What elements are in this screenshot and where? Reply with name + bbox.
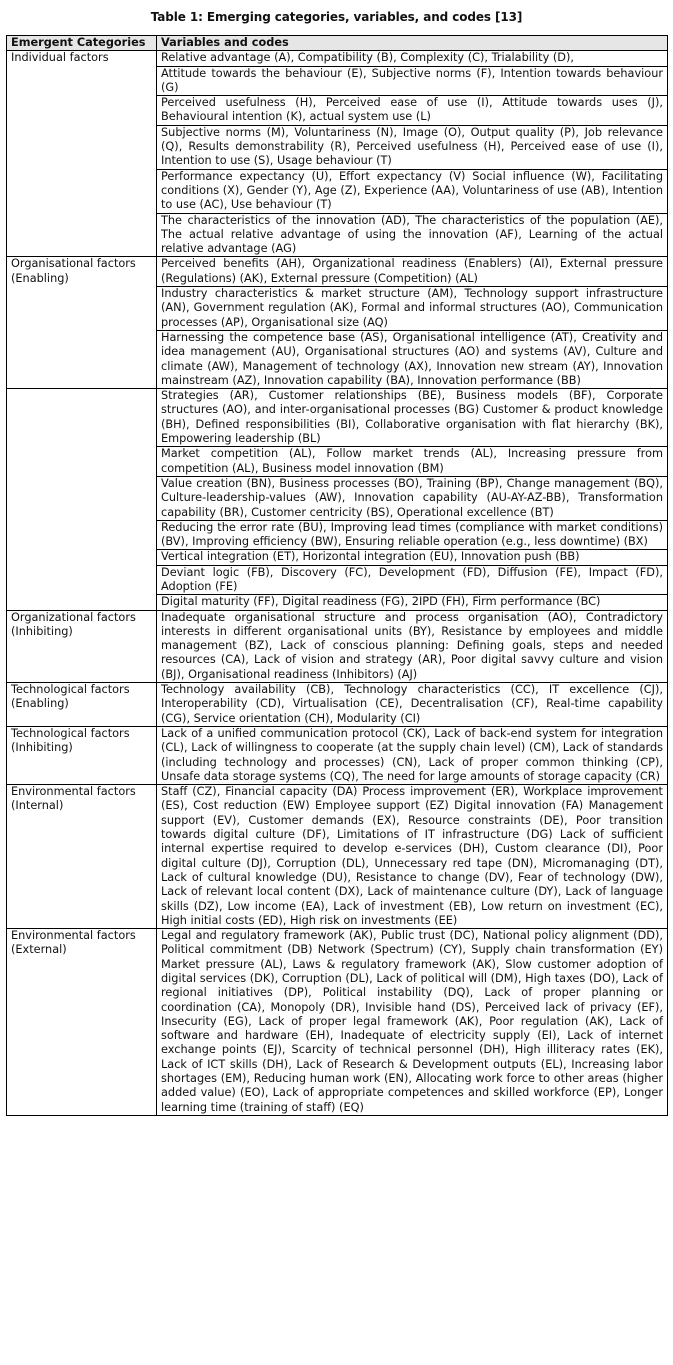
category-cell: Technological factors (Inhibiting): [7, 726, 157, 784]
category-cell: Organizational factors (Inhibiting): [7, 610, 157, 682]
table-row: [7, 726, 668, 784]
category-cell: [7, 389, 157, 610]
variables-cell: Attitude towards the behaviour (E), Subjective norms (F), Intention towards behaviour (G): [157, 66, 668, 96]
header-emergent-categories: Emergent Categories: [7, 36, 157, 51]
table-body: [7, 51, 668, 1116]
variables-cell: Relative advantage (A), Compatibility (B), Complexity (C), Trialability (D),: [157, 51, 668, 66]
variables-cell: Value creation (BN), Business processes (BO), Training (BP), Change management (BQ), Culture-leadership-values (AW), Innovation capability (AU-AY-AZ-BB), Transformation capability (BR), Customer centricity (BS), Operational excellence (BT): [157, 476, 668, 520]
variables-cell: Vertical integration (ET), Horizontal integration (EU), Innovation push (BB): [157, 550, 668, 565]
category-cell: Technological factors (Enabling): [7, 683, 157, 727]
table-row: [7, 683, 668, 727]
variables-cell: Perceived benefits (AH), Organizational readiness (Enablers) (AI), External pressure (Regulations) (AK), External pressure (Competition) (AL): [157, 257, 668, 287]
table-row: [7, 51, 668, 66]
variables-cell: The characteristics of the innovation (AD), The characteristics of the population (AE), The actual relative advantage of using the innovation (AF), Learning of the actual relative advantage (AG): [157, 213, 668, 257]
category-cell: Environmental factors (External): [7, 929, 157, 1116]
variables-cell: Industry characteristics & market structure (AM), Technology support infrastructure (AN), Government regulation (AK), Formal and informal structures (AO), Communication processes (AP), Organisational size (AQ): [157, 287, 668, 331]
table-row: [7, 389, 668, 447]
variables-cell: Staff (CZ), Financial capacity (DA) Process improvement (ER), Workplace improvement (ES), Cost reduction (EW) Employee support (EZ) Digital innovation (FA) Management support (EV), Customer demands (EX), Resource constraints (DE), Poor transition towards digital culture (DF), Limitations of IT infrastructure (DG) Lack of sufficient internal expertise required to develop e-services (DH), Custom clearance (DI), Poor digital culture (DJ), Corruption (DL), Unnecessary red tape (DN), Micromanaging (DT), Lack of cultural knowledge (DU), Resistance to change (DV), Fear of technology (DW), Lack of relevant local content (DX), Lack of maintenance culture (DY), Lack of language skills (DZ), Low income (EA), Lack of investment (EB), Low return on investment (EC), High initial costs (ED), High risk on investments (EE): [157, 785, 668, 929]
table-row: [7, 257, 668, 287]
variables-cell: Harnessing the competence base (AS), Organisational intelligence (AT), Creativity and idea management (AU), Organisational structures (AO) and systems (AV), Culture and climate (AW), Management of technology (AX), Innovation new stream (AY), Innovation mainstream (AZ), Innovation capability (BA), Innovation performance (BB): [157, 330, 668, 388]
variables-cell: Reducing the error rate (BU), Improving lead times (compliance with market conditions) (BV), Improving efficiency (BW), Ensuring reliable operation (e.g., less downtime) (BX): [157, 520, 668, 550]
category-cell: Individual factors: [7, 51, 157, 257]
variables-cell: Deviant logic (FB), Discovery (FC), Development (FD), Diffusion (FE), Impact (FD), Adoption (FE): [157, 565, 668, 595]
category-cell: Environmental factors (Internal): [7, 785, 157, 929]
variables-cell: Market competition (AL), Follow market trends (AL), Increasing pressure from competition (AL), Business model innovation (BM): [157, 447, 668, 477]
header-variables-and-codes: Variables and codes: [157, 36, 668, 51]
table-row: [7, 785, 668, 929]
variables-cell: Performance expectancy (U), Effort expectancy (V) Social influence (W), Facilitating conditions (X), Gender (Y), Age (Z), Experience (AA), Voluntariness of use (AB), Intention to use (AC), Use behaviour (T): [157, 169, 668, 213]
table-header-row: [7, 36, 668, 51]
category-cell: Organisational factors (Enabling): [7, 257, 157, 389]
variables-cell: Technology availability (CB), Technology characteristics (CC), IT excellence (CJ), Interoperability (CD), Virtualisation (CE), Decentralisation (CF), Real-time capability (CG), Service orientation (CH), Modularity (CI): [157, 683, 668, 727]
variables-cell: Subjective norms (M), Voluntariness (N), Image (O), Output quality (P), Job relevance (Q), Results demonstrability (R), Perceived usefulness (H), Perceived ease of use (I), Intention to use (S), Usage behaviour (T): [157, 125, 668, 169]
table-row: [7, 610, 668, 682]
variables-cell: Legal and regulatory framework (AK), Public trust (DC), National policy alignment (DD), Political commitment (DB) Network (Spectrum) (CY), Supply chain transformation (EY) Market pressure (AL), Laws & regulatory framework (AK), Slow customer adoption of digital services (DK), Corruption (DL), Lack of political will (DM), High taxes (DO), Lack of regional initiatives (DP), Political instability (DQ), Lack of proper planning or coordination (CA), Monopoly (DR), Invisible hand (DS), Perceived lack of privacy (EF), Insecurity (EG), Lack of proper legal framework (AK), Poor regulation (AK), Lack of software and hardware (EH), Inadequate of electricity supply (EI), Lack of internet exchange points (EJ), Scarcity of technical personnel (DH), High illiteracy rates (EK), Lack of ICT skills (DH), Lack of Research & Development outputs (EL), Increasing labor shortages (EM), Reducing human work (EN), Allocating work force to other areas (higher added value) (EO), Lack of appropriate competences and skilled workforce (EP), Longer learning time (training of staff) (EQ): [157, 929, 668, 1116]
categories-table: [6, 35, 668, 1116]
variables-cell: Lack of a unified communication protocol (CK), Lack of back-end system for integration (CL), Lack of willingness to cooperate (at the supply chain level) (CM), Lack of standards (including technology and processes) (CN), Lack of proper common thinking (CP), Unsafe data storage systems (CQ), The need for large amounts of storage capacity (CR): [157, 726, 668, 784]
table-row: [7, 929, 668, 1116]
variables-cell: Inadequate organisational structure and process organisation (AO), Contradictory interests in different organisational units (BY), Resistance by employees and middle management (BZ), Lack of conscious planning: Defining goals, steps and needed resources (CA), Lack of vision and strategy (AR), Poor digital savvy culture and vision (BJ), Organisational readiness (Inhibitors) (AJ): [157, 610, 668, 682]
variables-cell: Strategies (AR), Customer relationships (BE), Business models (BF), Corporate structures (AO), and inter-organisational processes (BG) Customer & product knowledge (BH), Defined responsibilities (BI), Collaborative organisation with flat hierarchy (BK), Empowering leadership (BL): [157, 389, 668, 447]
table-caption: Table 1: Emerging categories, variables, and codes [13]: [150, 10, 523, 24]
variables-cell: Digital maturity (FF), Digital readiness (FG), 2IPD (FH), Firm performance (BC): [157, 595, 668, 610]
variables-cell: Perceived usefulness (H), Perceived ease of use (I), Attitude towards uses (J), Behavioural intention (K), actual system use (L): [157, 96, 668, 126]
